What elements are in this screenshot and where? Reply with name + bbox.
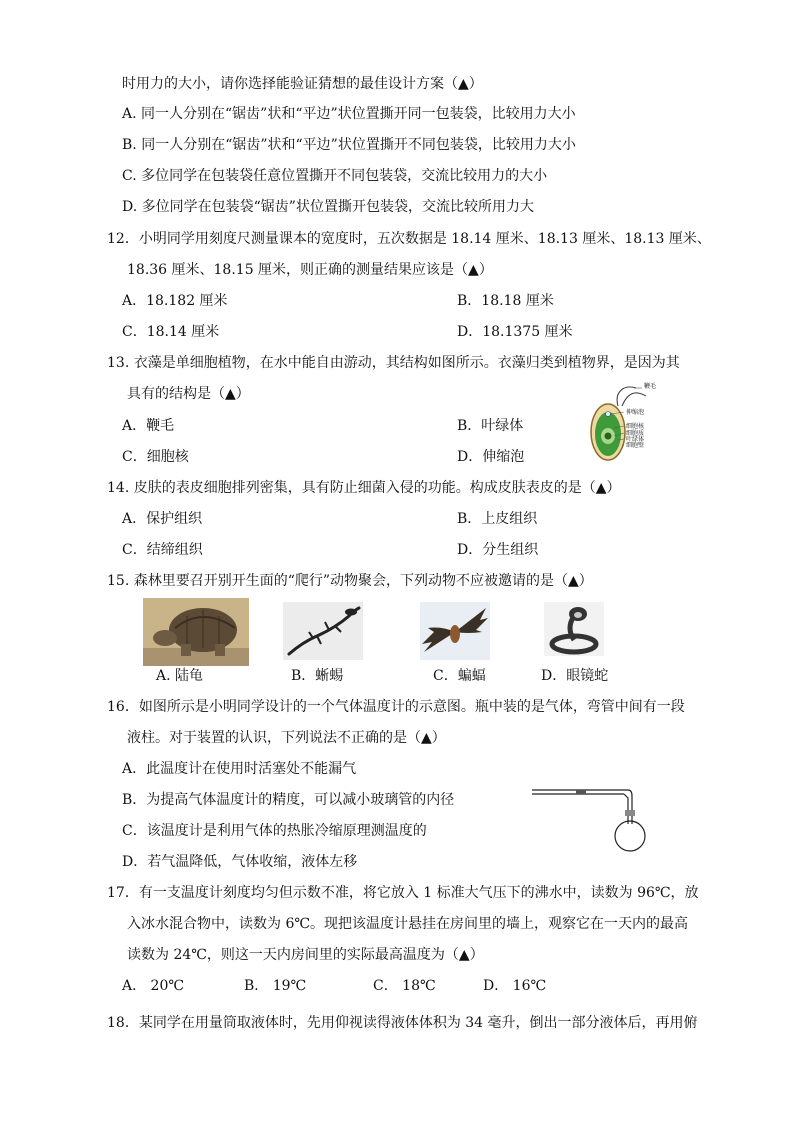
q18-stem-line1: 18．某同学在用量筒取液体时，先用仰视读得液体体积为 34 毫升，倒出一部分液体后，再用俯 <box>107 1015 698 1031</box>
q16-stem-line1: 16．如图所示是小明同学设计的一个气体温度计的示意图。瓶中装的是气体，弯管中间有一段 <box>107 699 685 715</box>
q11-continuation: 时用力的大小，请你选择能验证猜想的最佳设计方案（▲） <box>122 76 483 92</box>
q14-option-d: D．分生组织 <box>457 542 539 558</box>
q13-stem-line2: 具有的结构是（▲） <box>127 386 250 402</box>
q17-option-a: A． 20℃ <box>122 978 185 994</box>
q11-option-c: C. 多位同学在包装袋任意位置撕开不同包装袋，交流比较用力的大小 <box>122 168 548 184</box>
fig-label-flagellum: 鞭毛 <box>644 383 657 390</box>
lizard-image <box>283 602 363 660</box>
q15-option-b: B．蜥蜴 <box>291 668 344 684</box>
gas-thermometer-figure <box>530 780 670 852</box>
q15-option-d: D．眼镜蛇 <box>541 668 609 684</box>
q14-option-b: B．上皮组织 <box>457 511 538 527</box>
q15-option-c: C．蝙蝠 <box>433 668 486 684</box>
fig-label-nucleus: 细胞核 <box>626 423 645 430</box>
q17-stem-line2: 入冰水混合物中，读数为 6℃。现把该温度计悬挂在房间里的墙上，观察它在一天内的最高 <box>127 916 689 932</box>
q15-stem: 15. 森林里要召开别开生面的“爬行”动物聚会，下列动物不应被邀请的是（▲） <box>107 573 593 589</box>
q12-option-b: B．18.18 厘米 <box>457 293 554 309</box>
fig-label-cell-wall: 细胞壁 <box>626 442 645 449</box>
q13-option-a: A．鞭毛 <box>122 418 175 434</box>
q15-option-a: A. 陆龟 <box>156 668 204 684</box>
q13-stem-line1: 13. 衣藻是单细胞植物，在水中能自由游动，其结构如图所示。衣藻归类到植物界，是因为其 <box>107 355 680 371</box>
fig-label-cytoplasm: 细胞质 <box>626 430 645 437</box>
q11-option-d: D. 多位同学在包装袋“锯齿”状位置撕开包装袋，交流比较所用力大 <box>122 199 534 215</box>
fig-label-contractile-vacuole: 伸缩泡 <box>626 409 645 416</box>
chlamydomonas-figure <box>584 380 684 470</box>
q16-option-c: C．该温度计是利用气体的热胀冷缩原理测温度的 <box>122 823 427 839</box>
cobra-image <box>544 602 604 656</box>
q14-stem: 14. 皮肤的表皮细胞排列密集，具有防止细菌入侵的功能。构成皮肤表皮的是（▲） <box>107 480 621 496</box>
q17-stem-line1: 17．有一支温度计刻度均匀但示数不准，将它放入 1 标准大气压下的沸水中，读数为 96℃，放 <box>107 885 699 901</box>
q13-option-d: D．伸缩泡 <box>457 449 525 465</box>
q16-option-d: D．若气温降低，气体收缩，液体左移 <box>122 854 358 870</box>
q12-option-a: A．18.182 厘米 <box>122 293 228 309</box>
q12-stem-line1: 12．小明同学用刻度尺测量课本的宽度时，五次数据是 18.14 厘米、18.13 厘米、18.13 厘米、 <box>107 231 711 247</box>
bat-image <box>420 602 490 660</box>
q17-stem-line3: 读数为 24℃，则这一天内房间里的实际最高温度为（▲） <box>127 947 484 963</box>
q13-option-b: B．叶绿体 <box>457 418 524 434</box>
q16-stem-line2: 液柱。对于装置的认识，下列说法不正确的是（▲） <box>127 730 446 746</box>
tortoise-image <box>143 598 249 666</box>
q13-option-c: C．细胞核 <box>122 449 189 465</box>
q17-option-d: D． 16℃ <box>483 978 547 994</box>
q12-option-c: C．18.14 厘米 <box>122 324 220 340</box>
q12-stem-line2: 18.36 厘米、18.15 厘米，则正确的测量结果应该是（▲） <box>127 262 493 278</box>
q11-option-b: B. 同一人分别在“锯齿”状和“平边”状位置撕开不同包装袋，比较用力大小 <box>122 137 576 153</box>
q16-option-a: A．此温度计在使用时活塞处不能漏气 <box>122 761 357 777</box>
q14-option-c: C．结缔组织 <box>122 542 203 558</box>
q17-option-c: C． 18℃ <box>373 978 436 994</box>
q14-option-a: A．保护组织 <box>122 511 203 527</box>
q12-option-d: D．18.1375 厘米 <box>457 324 573 340</box>
q11-option-a: A. 同一人分别在“锯齿”状和“平边”状位置撕开同一包装袋，比较用力大小 <box>122 106 576 122</box>
q17-option-b: B． 19℃ <box>244 978 307 994</box>
fig-label-chloroplast: 叶绿体 <box>626 436 645 443</box>
q16-option-b: B．为提高气体温度计的精度，可以减小玻璃管的内径 <box>122 792 455 808</box>
